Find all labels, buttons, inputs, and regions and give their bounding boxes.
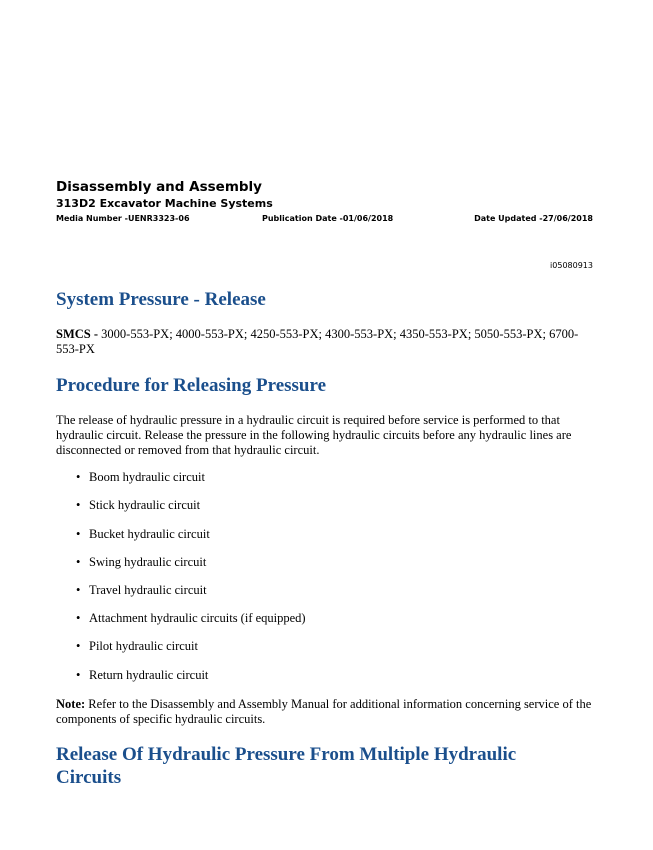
list-item	[76, 583, 207, 598]
section-title: System Pressure - Release	[56, 289, 266, 310]
bullet-icon: •	[76, 668, 81, 682]
list-item	[76, 668, 208, 683]
bullet-icon: •	[76, 470, 81, 484]
list-item	[76, 555, 206, 570]
list-item	[76, 498, 200, 513]
bullet-icon: •	[76, 555, 81, 569]
procedure-heading: Procedure for Releasing Pressure	[56, 375, 326, 396]
document-id: i05080913	[550, 261, 593, 270]
list-item	[76, 470, 205, 485]
list-item-label: Travel hydraulic circuit	[89, 583, 207, 597]
bullet-icon: •	[76, 527, 81, 541]
list-item-label: Boom hydraulic circuit	[89, 470, 205, 484]
note-paragraph	[56, 697, 596, 727]
list-item-label: Bucket hydraulic circuit	[89, 527, 210, 541]
media-number: Media Number -UENR3323-06	[56, 214, 190, 223]
list-item-label: Stick hydraulic circuit	[89, 498, 201, 512]
list-item-label: Attachment hydraulic circuits (if equipped)	[89, 611, 306, 625]
bullet-icon: •	[76, 583, 81, 597]
list-item-label: Return hydraulic circuit	[89, 668, 209, 682]
date-updated: Date Updated -27/06/2018	[474, 214, 593, 223]
bullet-icon: •	[76, 611, 81, 625]
list-item	[76, 639, 198, 654]
bullet-icon: •	[76, 639, 81, 653]
procedure-intro: The release of hydraulic pressure in a hydraulic circuit is required before service is performed to that hydraulic circuit. Release the pressure in the following hydraulic circuits before any hydraulic lines are disconnected or removed from that hydraulic circuit.	[56, 413, 572, 457]
smcs-codes	[56, 327, 596, 357]
list-item-label: Swing hydraulic circuit	[89, 555, 207, 569]
smcs-label: SMCS -	[56, 327, 99, 341]
note-text: Refer to the Disassembly and Assembly Manual for additional information concerning service of the components of specific hydraulic circuits.	[56, 697, 592, 726]
machine-systems-subtitle: 313D2 Excavator Machine Systems	[56, 197, 273, 210]
bullet-icon: •	[76, 498, 81, 512]
release-heading: Release Of Hydraulic Pressure From Multiple Hydraulic Circuits	[56, 744, 517, 788]
smcs-code-list: 3000-553-PX; 4000-553-PX; 4250-553-PX; 4300-553-PX; 4350-553-PX; 5050-553-PX; 6700-553-PX	[56, 327, 579, 356]
document-type-title: Disassembly and Assembly	[56, 179, 262, 195]
list-item-label: Pilot hydraulic circuit	[89, 639, 199, 653]
publication-date: Publication Date -01/06/2018	[262, 214, 394, 223]
list-item	[76, 611, 306, 626]
note-label: Note:	[56, 697, 86, 711]
list-item	[76, 527, 210, 542]
